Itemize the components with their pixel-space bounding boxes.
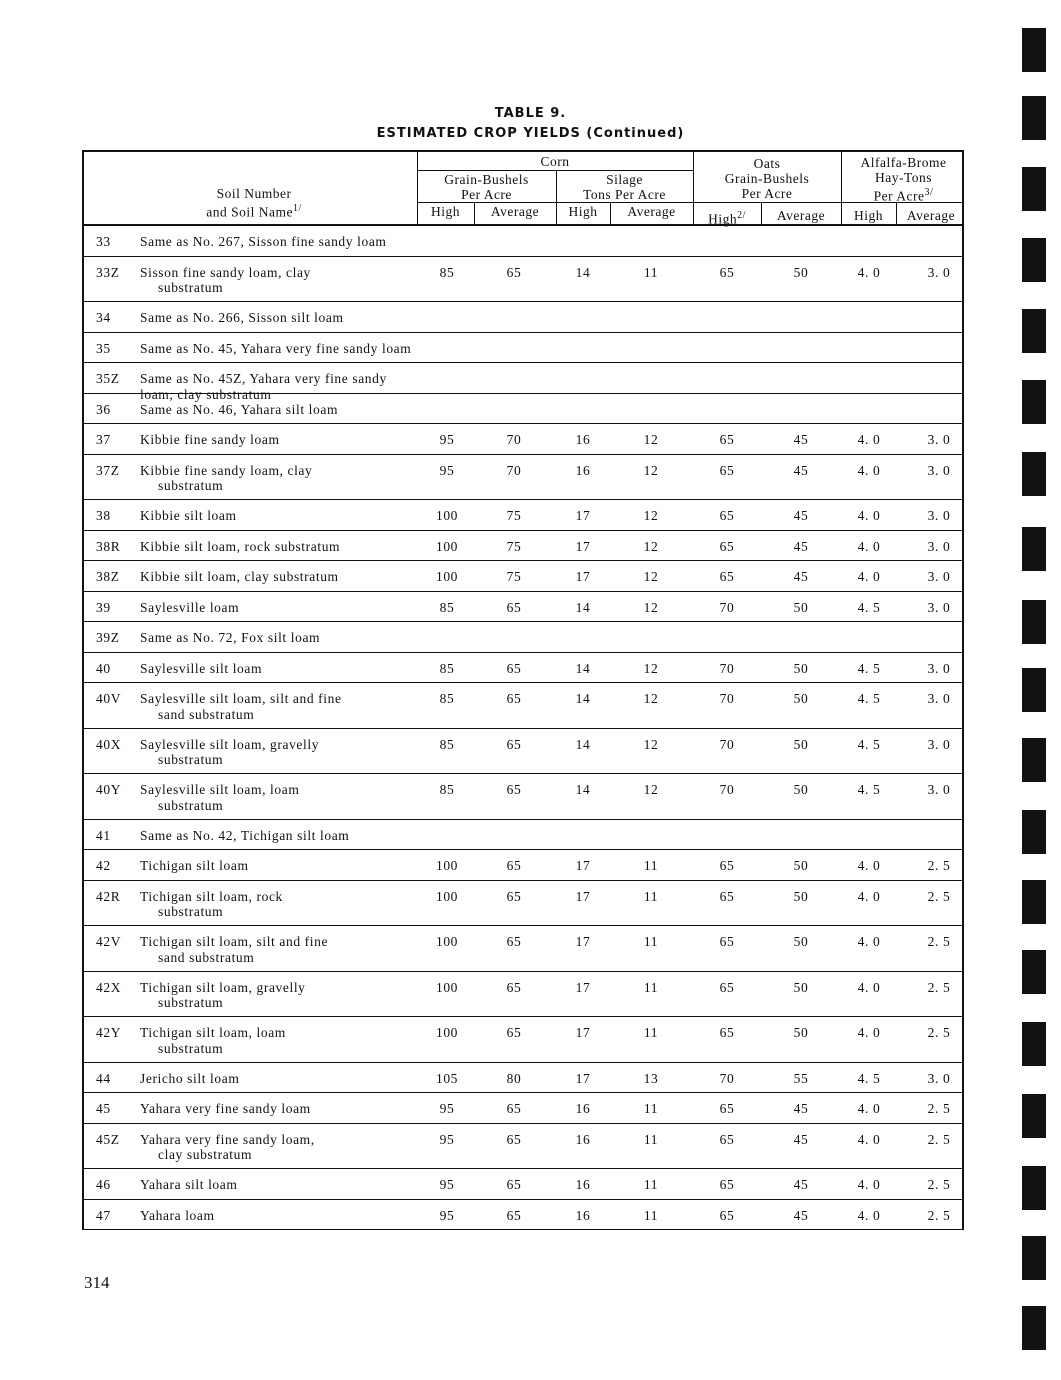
yield-value: 12 bbox=[643, 599, 659, 615]
table-title: TABLE 9. bbox=[494, 106, 567, 121]
registration-mark bbox=[1022, 380, 1046, 424]
soil-name: Tichigan silt loam bbox=[140, 858, 249, 873]
registration-mark bbox=[1022, 950, 1046, 994]
yield-value: 100 bbox=[435, 1025, 459, 1040]
table-row bbox=[82, 850, 964, 881]
yield-value: 4. 0 bbox=[857, 538, 881, 554]
yield-value: 17 bbox=[575, 569, 591, 584]
registration-mark bbox=[1022, 668, 1046, 712]
yield-value: 12 bbox=[643, 782, 659, 797]
soil-number: 45Z bbox=[96, 1131, 120, 1147]
soil-name: Kibbie fine sandy loam, clay substratum bbox=[140, 462, 313, 493]
soil-name: Saylesville silt loam bbox=[140, 660, 263, 676]
oats-high: High$^{2/}$ bbox=[708, 210, 746, 227]
oats-header: Oats Grain-Bushels Per Acre bbox=[724, 156, 810, 201]
yield-value: 16 bbox=[575, 1101, 591, 1116]
yield-value: 65 bbox=[506, 858, 522, 873]
yield-value: 65 bbox=[719, 569, 735, 584]
yield-value: 2. 5 bbox=[927, 934, 951, 949]
yield-value: 2. 5 bbox=[927, 1025, 951, 1040]
corn-grain-header: Grain-Bushels Per Acre bbox=[444, 172, 529, 202]
yield-value: 85 bbox=[439, 782, 455, 797]
soil-number: 40V bbox=[96, 691, 122, 706]
soil-name: Same as No. 266, Sisson silt loam bbox=[140, 310, 344, 325]
yield-value: 4. 0 bbox=[857, 569, 881, 584]
soil-name: Kibbie silt loam, rock substratum bbox=[140, 538, 341, 554]
yield-value: 50 bbox=[793, 264, 809, 280]
yield-value: 65 bbox=[506, 660, 522, 676]
yield-value: 16 bbox=[575, 1131, 591, 1147]
soil-name: Saylesville silt loam, silt and fine sand substratum bbox=[140, 691, 342, 722]
soil-name: Yahara very fine sandy loam bbox=[140, 1101, 311, 1116]
yield-value: 14 bbox=[575, 691, 591, 706]
yield-value: 4. 5 bbox=[857, 782, 881, 797]
table-header bbox=[82, 150, 964, 226]
yield-value: 4. 5 bbox=[857, 1070, 881, 1086]
yield-value: 45 bbox=[793, 508, 809, 523]
soil-number: 46 bbox=[96, 1177, 111, 1192]
alfalfa-average: Average bbox=[906, 208, 956, 223]
yield-value: 75 bbox=[506, 569, 522, 584]
table-row bbox=[82, 1063, 964, 1094]
soil-number: 42 bbox=[96, 858, 111, 873]
yield-value: 75 bbox=[506, 538, 522, 554]
table-row bbox=[82, 622, 964, 653]
yield-value: 65 bbox=[506, 782, 522, 797]
table-row bbox=[82, 394, 964, 425]
yield-value: 11 bbox=[643, 1177, 659, 1192]
registration-mark bbox=[1022, 1166, 1046, 1210]
yield-value: 4. 5 bbox=[857, 660, 881, 676]
soil-name: Kibbie silt loam bbox=[140, 508, 237, 523]
yield-value: 65 bbox=[719, 1177, 735, 1192]
yield-value: 65 bbox=[719, 538, 735, 554]
soil-number: 38 bbox=[96, 508, 111, 523]
yield-value: 65 bbox=[506, 691, 522, 706]
alfalfa-high: High bbox=[854, 208, 883, 223]
soil-number: 40X bbox=[96, 736, 122, 752]
soil-number: 37Z bbox=[96, 462, 120, 478]
yield-value: 45 bbox=[793, 569, 809, 584]
table-row bbox=[82, 1124, 964, 1170]
soil-name: Tichigan silt loam, silt and fine sand substratum bbox=[140, 934, 329, 965]
yield-value: 16 bbox=[575, 432, 591, 447]
soil-name: Same as No. 45Z, Yahara very fine sandy loam, clay substratum bbox=[140, 371, 387, 402]
yield-value: 65 bbox=[719, 1101, 735, 1116]
yield-value: 14 bbox=[575, 264, 591, 280]
soil-number: 47 bbox=[96, 1207, 111, 1223]
yield-value: 17 bbox=[575, 888, 591, 904]
yield-value: 12 bbox=[643, 691, 659, 706]
yield-value: 70 bbox=[719, 1070, 735, 1086]
yield-value: 95 bbox=[439, 1177, 455, 1192]
yield-value: 4. 5 bbox=[857, 599, 881, 615]
yield-value: 65 bbox=[506, 736, 522, 752]
yield-value: 65 bbox=[719, 508, 735, 523]
soil-name: Tichigan silt loam, gravelly substratum bbox=[140, 979, 306, 1010]
yield-value: 11 bbox=[643, 264, 659, 280]
soil-name: Yahara very fine sandy loam, clay substratum bbox=[140, 1131, 315, 1162]
soil-number: 37 bbox=[96, 432, 111, 447]
yield-value: 4. 5 bbox=[857, 691, 881, 706]
yield-value: 11 bbox=[643, 934, 659, 949]
yield-value: 3. 0 bbox=[927, 691, 951, 706]
yield-value: 65 bbox=[506, 264, 522, 280]
yield-value: 12 bbox=[643, 569, 659, 584]
table-body bbox=[82, 226, 964, 1230]
soil-name: Same as No. 72, Fox silt loam bbox=[140, 630, 321, 645]
table-row bbox=[82, 531, 964, 562]
yield-value: 3. 0 bbox=[927, 1070, 951, 1086]
yield-value: 70 bbox=[719, 782, 735, 797]
table-subtitle: ESTIMATED CROP YIELDS (Continued) bbox=[376, 126, 685, 141]
yield-value: 100 bbox=[435, 858, 459, 873]
yield-value: 12 bbox=[643, 736, 659, 752]
yield-value: 65 bbox=[719, 264, 735, 280]
table-row bbox=[82, 424, 964, 455]
yield-value: 2. 5 bbox=[927, 1101, 951, 1116]
yield-value: 11 bbox=[643, 1101, 659, 1116]
table-row bbox=[82, 653, 964, 684]
yield-value: 45 bbox=[793, 462, 809, 478]
yield-value: 4. 5 bbox=[857, 736, 881, 752]
yield-value: 50 bbox=[793, 660, 809, 676]
yield-value: 14 bbox=[575, 782, 591, 797]
yield-value: 70 bbox=[719, 660, 735, 676]
yield-value: 65 bbox=[719, 462, 735, 478]
yield-value: 14 bbox=[575, 660, 591, 676]
soil-name: Yahara loam bbox=[140, 1207, 215, 1223]
yield-value: 70 bbox=[719, 691, 735, 706]
soil-name: Jericho silt loam bbox=[140, 1070, 240, 1086]
yield-value: 11 bbox=[643, 1025, 659, 1040]
table-row bbox=[82, 881, 964, 927]
corn-grain-high: High bbox=[431, 204, 460, 219]
yield-value: 3. 0 bbox=[927, 538, 951, 554]
yield-value: 3. 0 bbox=[927, 432, 951, 447]
yield-value: 65 bbox=[506, 1131, 522, 1147]
yield-value: 12 bbox=[643, 538, 659, 554]
page-number: 314 bbox=[84, 1273, 110, 1292]
yield-value: 50 bbox=[793, 858, 809, 873]
yield-value: 65 bbox=[719, 979, 735, 995]
soil-name: Same as No. 42, Tichigan silt loam bbox=[140, 827, 350, 843]
soil-number: 38Z bbox=[96, 569, 120, 584]
yield-value: 50 bbox=[793, 736, 809, 752]
yield-value: 85 bbox=[439, 660, 455, 676]
table-row bbox=[82, 1017, 964, 1063]
yield-value: 55 bbox=[793, 1070, 809, 1086]
soil-number: 42X bbox=[96, 979, 122, 995]
soil-header: Soil Number and Soil Name$^{1/}$ bbox=[206, 186, 302, 220]
yield-value: 95 bbox=[439, 1101, 455, 1116]
yield-value: 16 bbox=[575, 462, 591, 478]
yield-value: 85 bbox=[439, 599, 455, 615]
yield-value: 70 bbox=[719, 599, 735, 615]
corn-header: Corn bbox=[540, 154, 570, 169]
yield-value: 3. 0 bbox=[927, 569, 951, 584]
yield-value: 65 bbox=[719, 858, 735, 873]
yield-value: 11 bbox=[643, 858, 659, 873]
yield-value: 50 bbox=[793, 691, 809, 706]
yield-value: 2. 5 bbox=[927, 888, 951, 904]
yield-value: 12 bbox=[643, 660, 659, 676]
corn-silage-header: Silage Tons Per Acre bbox=[583, 172, 666, 202]
soil-number: 41 bbox=[96, 827, 111, 843]
soil-name: Same as No. 45, Yahara very fine sandy loam bbox=[140, 340, 412, 356]
table-row bbox=[82, 302, 964, 333]
soil-number: 38R bbox=[96, 538, 121, 554]
yield-value: 11 bbox=[643, 1131, 659, 1147]
soil-number: 44 bbox=[96, 1070, 111, 1086]
yield-value: 85 bbox=[439, 691, 455, 706]
alfalfa-header: Alfalfa-Brome Hay-Tons Per Acre$^{3/}$ bbox=[860, 155, 947, 204]
table-row bbox=[82, 729, 964, 775]
corn-grain-average: Average bbox=[490, 204, 540, 219]
yield-value: 85 bbox=[439, 264, 455, 280]
soil-number: 35Z bbox=[96, 371, 120, 386]
yield-value: 95 bbox=[439, 1207, 455, 1223]
yield-value: 65 bbox=[506, 1025, 522, 1040]
yield-value: 95 bbox=[439, 462, 455, 478]
yield-value: 100 bbox=[435, 569, 459, 584]
yield-value: 95 bbox=[439, 1131, 455, 1147]
soil-number: 45 bbox=[96, 1101, 111, 1116]
yield-value: 2. 5 bbox=[927, 858, 951, 873]
soil-name: Saylesville loam bbox=[140, 599, 240, 615]
soil-name: Yahara silt loam bbox=[140, 1177, 238, 1192]
yield-value: 50 bbox=[793, 979, 809, 995]
soil-number: 34 bbox=[96, 310, 111, 325]
yield-value: 65 bbox=[506, 1207, 522, 1223]
registration-mark bbox=[1022, 452, 1046, 496]
yield-value: 4. 0 bbox=[857, 462, 881, 478]
yield-value: 45 bbox=[793, 538, 809, 554]
table-row bbox=[82, 1169, 964, 1200]
table-row bbox=[82, 1093, 964, 1124]
soil-number: 33 bbox=[96, 234, 111, 249]
soil-name: Tichigan silt loam, rock substratum bbox=[140, 888, 283, 919]
table-row bbox=[82, 500, 964, 531]
yield-value: 65 bbox=[506, 979, 522, 995]
soil-name: Saylesville silt loam, gravelly substratum bbox=[140, 736, 320, 767]
yield-value: 45 bbox=[793, 432, 809, 447]
yield-value: 16 bbox=[575, 1207, 591, 1223]
registration-mark bbox=[1022, 600, 1046, 644]
registration-mark bbox=[1022, 309, 1046, 353]
yield-value: 50 bbox=[793, 888, 809, 904]
table-row bbox=[82, 226, 964, 257]
registration-mark bbox=[1022, 1236, 1046, 1280]
yield-value: 70 bbox=[506, 432, 522, 447]
soil-number: 35 bbox=[96, 340, 111, 356]
soil-number: 36 bbox=[96, 401, 111, 417]
table-row bbox=[82, 257, 964, 303]
table-row bbox=[82, 333, 964, 364]
soil-name: Tichigan silt loam, loam substratum bbox=[140, 1025, 286, 1056]
yield-value: 3. 0 bbox=[927, 264, 951, 280]
registration-mark bbox=[1022, 810, 1046, 854]
yield-value: 65 bbox=[719, 432, 735, 447]
crop-yields-table bbox=[82, 150, 964, 1230]
yield-value: 2. 5 bbox=[927, 979, 951, 995]
yield-value: 65 bbox=[719, 1131, 735, 1147]
soil-name: Sisson fine sandy loam, clay substratum bbox=[140, 264, 311, 295]
yield-value: 75 bbox=[506, 508, 522, 523]
registration-mark bbox=[1022, 1306, 1046, 1350]
soil-name: Same as No. 46, Yahara silt loam bbox=[140, 401, 339, 417]
corn-silage-average: Average bbox=[627, 204, 676, 219]
yield-value: 17 bbox=[575, 979, 591, 995]
yield-value: 65 bbox=[506, 934, 522, 949]
yield-value: 45 bbox=[793, 1131, 809, 1147]
table-row bbox=[82, 926, 964, 972]
yield-value: 45 bbox=[793, 1101, 809, 1116]
registration-mark bbox=[1022, 1094, 1046, 1138]
oats-average: Average bbox=[776, 208, 826, 223]
corn-silage-high: High bbox=[568, 204, 598, 219]
yield-value: 80 bbox=[506, 1070, 522, 1086]
yield-value: 65 bbox=[506, 1101, 522, 1116]
yield-value: 105 bbox=[435, 1070, 459, 1086]
yield-value: 3. 0 bbox=[927, 782, 951, 797]
yield-value: 17 bbox=[575, 858, 591, 873]
yield-value: 11 bbox=[643, 979, 659, 995]
registration-mark bbox=[1022, 738, 1046, 782]
yield-value: 65 bbox=[506, 599, 522, 615]
yield-value: 4. 0 bbox=[857, 858, 881, 873]
registration-mark bbox=[1022, 167, 1046, 211]
yield-value: 14 bbox=[575, 599, 591, 615]
yield-value: 12 bbox=[643, 508, 659, 523]
yield-value: 3. 0 bbox=[927, 599, 951, 615]
soil-name: Saylesville silt loam, loam substratum bbox=[140, 782, 300, 813]
soil-number: 39 bbox=[96, 599, 111, 615]
registration-mark bbox=[1022, 880, 1046, 924]
yield-value: 100 bbox=[435, 979, 459, 995]
yield-value: 16 bbox=[575, 1177, 591, 1192]
yield-value: 4. 0 bbox=[857, 1025, 881, 1040]
yield-value: 50 bbox=[793, 782, 809, 797]
table-row bbox=[82, 1200, 964, 1231]
yield-value: 50 bbox=[793, 934, 809, 949]
yield-value: 4. 0 bbox=[857, 1131, 881, 1147]
yield-value: 4. 0 bbox=[857, 432, 881, 447]
yield-value: 14 bbox=[575, 736, 591, 752]
registration-mark bbox=[1022, 28, 1046, 72]
registration-marks bbox=[1022, 0, 1052, 1380]
table-row bbox=[82, 774, 964, 820]
yield-value: 11 bbox=[643, 888, 659, 904]
yield-value: 65 bbox=[506, 1177, 522, 1192]
yield-value: 70 bbox=[719, 736, 735, 752]
yield-value: 100 bbox=[435, 934, 459, 949]
yield-value: 3. 0 bbox=[927, 660, 951, 676]
yield-value: 45 bbox=[793, 1177, 809, 1192]
yield-value: 4. 0 bbox=[857, 508, 881, 523]
yield-value: 13 bbox=[643, 1070, 659, 1086]
yield-value: 70 bbox=[506, 462, 522, 478]
yield-value: 3. 0 bbox=[927, 508, 951, 523]
table-row bbox=[82, 363, 964, 402]
yield-value: 100 bbox=[435, 888, 459, 904]
yield-value: 17 bbox=[575, 538, 591, 554]
yield-value: 2. 5 bbox=[927, 1177, 951, 1192]
yield-value: 3. 0 bbox=[927, 736, 951, 752]
soil-number: 39Z bbox=[96, 630, 120, 645]
yield-value: 100 bbox=[435, 508, 459, 523]
yield-value: 50 bbox=[793, 1025, 809, 1040]
soil-name: Same as No. 267, Sisson fine sandy loam bbox=[140, 234, 387, 249]
yield-value: 95 bbox=[439, 432, 455, 447]
yield-value: 4. 0 bbox=[857, 934, 881, 949]
table-row bbox=[82, 972, 964, 1018]
soil-name: Kibbie fine sandy loam bbox=[140, 432, 280, 447]
table-row bbox=[82, 592, 964, 623]
soil-number: 40 bbox=[96, 660, 111, 676]
yield-value: 17 bbox=[575, 934, 591, 949]
yield-value: 85 bbox=[439, 736, 455, 752]
yield-value: 12 bbox=[643, 462, 659, 478]
yield-value: 2. 5 bbox=[927, 1207, 951, 1223]
yield-value: 4. 0 bbox=[857, 264, 881, 280]
soil-number: 42R bbox=[96, 888, 121, 904]
table-row bbox=[82, 455, 964, 501]
yield-value: 100 bbox=[435, 538, 459, 554]
yield-value: 17 bbox=[575, 508, 591, 523]
yield-value: 3. 0 bbox=[927, 462, 951, 478]
soil-name: Kibbie silt loam, clay substratum bbox=[140, 569, 339, 584]
yield-value: 65 bbox=[719, 1207, 735, 1223]
yield-value: 50 bbox=[793, 599, 809, 615]
yield-value: 65 bbox=[719, 1025, 735, 1040]
yield-value: 4. 0 bbox=[857, 979, 881, 995]
yield-value: 17 bbox=[575, 1070, 591, 1086]
yield-value: 45 bbox=[793, 1207, 809, 1223]
registration-mark bbox=[1022, 527, 1046, 571]
yield-value: 11 bbox=[643, 1207, 659, 1223]
soil-number: 33Z bbox=[96, 264, 120, 280]
table-row bbox=[82, 683, 964, 729]
yield-value: 65 bbox=[719, 934, 735, 949]
yield-value: 65 bbox=[506, 888, 522, 904]
yield-value: 4. 0 bbox=[857, 888, 881, 904]
soil-number: 42Y bbox=[96, 1025, 122, 1040]
yield-value: 2. 5 bbox=[927, 1131, 951, 1147]
yield-value: 4. 0 bbox=[857, 1101, 881, 1116]
soil-number: 42V bbox=[96, 934, 122, 949]
yield-value: 65 bbox=[719, 888, 735, 904]
registration-mark bbox=[1022, 238, 1046, 282]
yield-value: 12 bbox=[643, 432, 659, 447]
soil-number: 40Y bbox=[96, 782, 122, 797]
registration-mark bbox=[1022, 1022, 1046, 1066]
yield-value: 4. 0 bbox=[857, 1207, 881, 1223]
table-row bbox=[82, 820, 964, 851]
yield-value: 4. 0 bbox=[857, 1177, 881, 1192]
yield-value: 17 bbox=[575, 1025, 591, 1040]
table-row bbox=[82, 561, 964, 592]
